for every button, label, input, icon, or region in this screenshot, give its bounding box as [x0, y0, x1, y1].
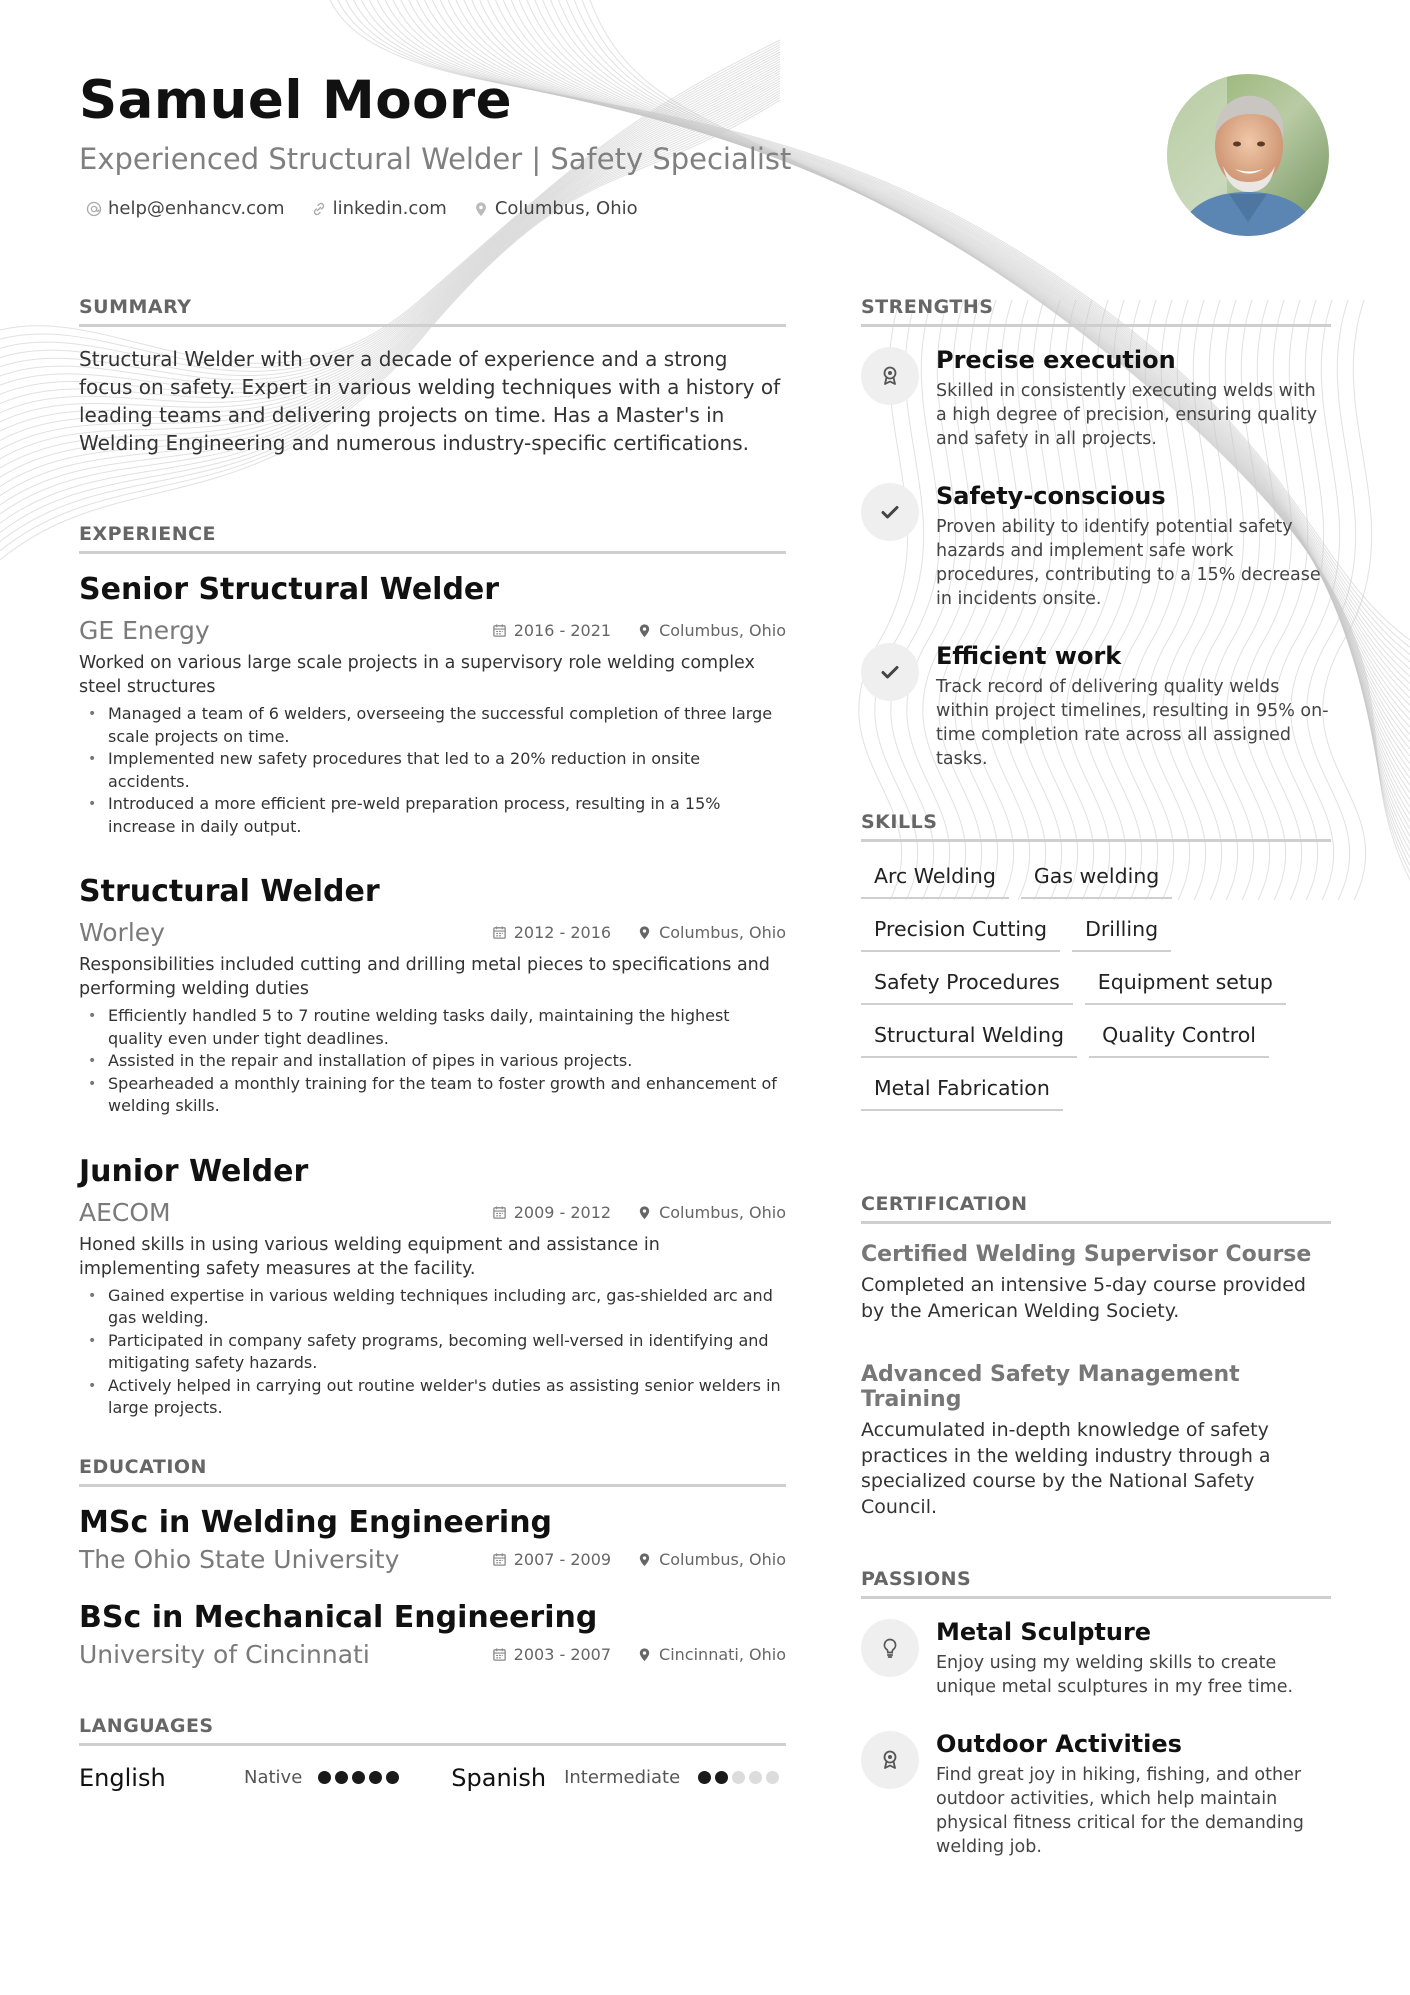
skill-tag: Equipment setup: [1085, 966, 1286, 1005]
candidate-name: Samuel Moore: [79, 70, 513, 131]
job-description: Honed skills in using various welding equipment and assistance in implementing safety measures at the facility.: [79, 1234, 660, 1279]
language-name: English: [79, 1763, 166, 1792]
rating-dot-filled: [318, 1771, 331, 1784]
degree-title: MSc in Welding Engineering: [79, 1504, 553, 1540]
link-icon: [311, 201, 327, 217]
award-icon: [878, 1748, 902, 1772]
education-location: Columbus, Ohio: [659, 1549, 786, 1569]
school-name: The Ohio State University: [79, 1544, 400, 1574]
location-pin-icon: [637, 1552, 652, 1567]
right-column: [861, 296, 1331, 1889]
rating-dot-filled: [386, 1771, 399, 1784]
skill-tag: Arc Welding: [861, 860, 1009, 899]
bullet-item: • Implemented new safety procedures that led to a 20% reduction in onsite accidents.: [79, 748, 786, 793]
contact-location: [473, 198, 638, 219]
strength-item: [861, 641, 1331, 771]
certification-item: [861, 1242, 1331, 1324]
degree-title: BSc in Mechanical Engineering: [79, 1599, 598, 1635]
passions-section: [861, 1568, 1331, 1859]
languages-row: [79, 1764, 786, 1792]
company-name: AECOM: [79, 1197, 171, 1227]
certification-description: Accumulated in-depth knowledge of safety practices in the welding industry through a specialized course by the National Safety Council.: [861, 1419, 1271, 1518]
strengths-section: [861, 296, 1331, 771]
calendar-icon: [492, 1205, 507, 1220]
bullet-item: • Participated in company safety programs, becoming well-versed in identifying and mitigating safety hazards.: [79, 1330, 786, 1375]
job-description: Worked on various large scale projects in a supervisory role welding complex steel structures: [79, 653, 755, 697]
location-pin-icon: [637, 1647, 652, 1662]
job-title: Structural Welder: [79, 874, 380, 909]
certification-heading: CERTIFICATION: [861, 1193, 1331, 1224]
rating-dot-empty: [732, 1771, 745, 1784]
job-bullets: [79, 1005, 786, 1118]
email-text: help@enhancv.com: [108, 198, 285, 219]
rating-dot-filled: [369, 1771, 382, 1784]
location-pin-icon: [473, 201, 489, 217]
experience-entry: [79, 572, 786, 838]
job-bullets: [79, 703, 786, 838]
skill-tag: Safety Procedures: [861, 966, 1073, 1005]
passion-description: Find great joy in hiking, fishing, and other outdoor activities, which help maintain physical fitness critical for the demanding welding job.: [936, 1765, 1304, 1857]
bullet-item: • Introduced a more efficient pre-weld preparation process, resulting in a 15% increase in daily output.: [79, 793, 786, 838]
language-rating: [698, 1771, 779, 1784]
languages-heading: LANGUAGES: [79, 1715, 786, 1746]
strength-item: [861, 481, 1331, 611]
passion-title: Metal Sculpture: [936, 1618, 1152, 1646]
rating-dot-filled: [335, 1771, 348, 1784]
at-icon: [86, 201, 102, 217]
education-location: Cincinnati, Ohio: [659, 1644, 786, 1664]
certification-section: [861, 1193, 1331, 1520]
calendar-icon: [492, 1647, 507, 1662]
education-heading: EDUCATION: [79, 1456, 786, 1487]
skill-tag: Quality Control: [1089, 1019, 1269, 1058]
education-dates: 2003 - 2007: [513, 1644, 612, 1664]
contact-linkedin[interactable]: [311, 198, 447, 219]
calendar-icon: [492, 1552, 507, 1567]
rating-dot-filled: [352, 1771, 365, 1784]
experience-entry: [79, 874, 786, 1118]
rating-dot-filled: [698, 1771, 711, 1784]
passion-description: Enjoy using my welding skills to create unique metal sculptures in my free time.: [936, 1653, 1294, 1697]
contact-email[interactable]: [86, 198, 285, 219]
certification-title: Advanced Safety Management Training: [861, 1362, 1240, 1412]
bullet-item: • Gained expertise in various welding techniques including arc, gas-shielded arc and gas welding.: [79, 1285, 786, 1330]
education-entry: [79, 1505, 786, 1574]
skill-tag: Drilling: [1072, 913, 1171, 952]
bullet-item: • Assisted in the repair and installation of pipes in various projects.: [79, 1050, 786, 1073]
summary-heading: SUMMARY: [79, 296, 786, 327]
strength-description: Proven ability to identify potential safety hazards and implement safe work procedures, contributing to a 15% decrease in incidents onsite.: [936, 517, 1321, 609]
skill-tag: Gas welding: [1021, 860, 1172, 899]
passion-title: Outdoor Activities: [936, 1730, 1182, 1758]
bullet-item: • Actively helped in carrying out routine welder's duties as assisting senior welders in large projects.: [79, 1375, 786, 1420]
education-section: [79, 1456, 786, 1669]
job-dates: 2009 - 2012: [513, 1202, 612, 1222]
location-text: Columbus, Ohio: [494, 198, 638, 219]
experience-heading: EXPERIENCE: [79, 523, 786, 554]
calendar-icon: [492, 623, 507, 638]
profile-photo: [1167, 74, 1329, 236]
award-icon: [878, 364, 902, 388]
summary-section: [79, 296, 786, 457]
location-pin-icon: [637, 925, 652, 940]
job-description: Responsibilities included cutting and drilling metal pieces to specifications and performing welding duties: [79, 955, 770, 999]
location-pin-icon: [637, 623, 652, 638]
avatar: [1167, 74, 1329, 236]
check-icon: [878, 660, 902, 684]
school-name: University of Cincinnati: [79, 1639, 370, 1669]
bullet-item: • Managed a team of 6 welders, overseeing the successful completion of three large scale projects on time.: [79, 703, 786, 748]
strength-title: Precise execution: [936, 346, 1176, 374]
left-column: [79, 296, 786, 1792]
linkedin-text: linkedin.com: [332, 198, 447, 219]
job-location: Columbus, Ohio: [659, 621, 786, 640]
location-pin-icon: [637, 1205, 652, 1220]
rating-dot-empty: [749, 1771, 762, 1784]
job-location: Columbus, Ohio: [659, 923, 786, 942]
bullet-item: • Spearheaded a monthly training for the team to foster growth and enhancement of welding skills.: [79, 1073, 786, 1118]
strength-description: Track record of delivering quality welds within project timelines, resulting in 95% on-time completion rate across all assigned tasks.: [936, 677, 1329, 769]
skills-heading: SKILLS: [861, 811, 1331, 842]
certification-item: [861, 1362, 1331, 1520]
language-level: Intermediate: [564, 1767, 681, 1788]
experience-entry: [79, 1154, 786, 1420]
passion-item: [861, 1617, 1331, 1699]
company-name: GE Energy: [79, 616, 210, 645]
languages-section: [79, 1715, 786, 1792]
language-name: Spanish: [451, 1763, 547, 1792]
skills-section: [861, 811, 1331, 1111]
rating-dot-filled: [715, 1771, 728, 1784]
language-level: Native: [244, 1767, 303, 1788]
job-dates: 2012 - 2016: [513, 923, 612, 942]
candidate-title: Experienced Structural Welder | Safety Specialist: [79, 142, 792, 176]
job-dates: 2016 - 2021: [513, 621, 612, 640]
experience-section: [79, 523, 786, 1420]
job-title: Senior Structural Welder: [79, 572, 500, 607]
strength-item: [861, 345, 1331, 451]
check-icon: [878, 500, 902, 524]
job-location: Columbus, Ohio: [659, 1202, 786, 1222]
company-name: Worley: [79, 918, 165, 947]
lightbulb-icon: [878, 1636, 902, 1660]
passions-heading: PASSIONS: [861, 1568, 1331, 1599]
passion-item: [861, 1729, 1331, 1859]
summary-text: Structural Welder with over a decade of experience and a strong focus on safety. Expert in various welding techniques with a history of leading teams and delivering projects on time. Has a Master's in Welding Engineering and numerous industry-specific certifications.: [79, 347, 781, 455]
job-title: Junior Welder: [79, 1153, 309, 1189]
calendar-icon: [492, 925, 507, 940]
certification-title: Certified Welding Supervisor Course: [861, 1242, 1312, 1267]
strength-title: Efficient work: [936, 642, 1122, 670]
contact-bar: [86, 198, 638, 219]
rating-dot-empty: [766, 1771, 779, 1784]
skill-tag: Precision Cutting: [861, 913, 1060, 952]
certification-description: Completed an intensive 5-day course provided by the American Welding Society.: [861, 1274, 1306, 1322]
bullet-item: • Efficiently handled 5 to 7 routine welding tasks daily, maintaining the highest quality even under tight deadlines.: [79, 1005, 786, 1050]
strength-title: Safety-conscious: [936, 482, 1166, 510]
strength-description: Skilled in consistently executing welds with a high degree of precision, ensuring quality and safety in all projects.: [936, 381, 1318, 449]
language-rating: [318, 1771, 399, 1784]
skill-tag: Metal Fabrication: [861, 1072, 1063, 1111]
education-entry: [79, 1600, 786, 1669]
education-dates: 2007 - 2009: [513, 1549, 612, 1569]
strengths-heading: STRENGTHS: [861, 296, 1331, 327]
skills-list: [861, 860, 1331, 1111]
job-bullets: [79, 1285, 786, 1420]
skill-tag: Structural Welding: [861, 1019, 1077, 1058]
